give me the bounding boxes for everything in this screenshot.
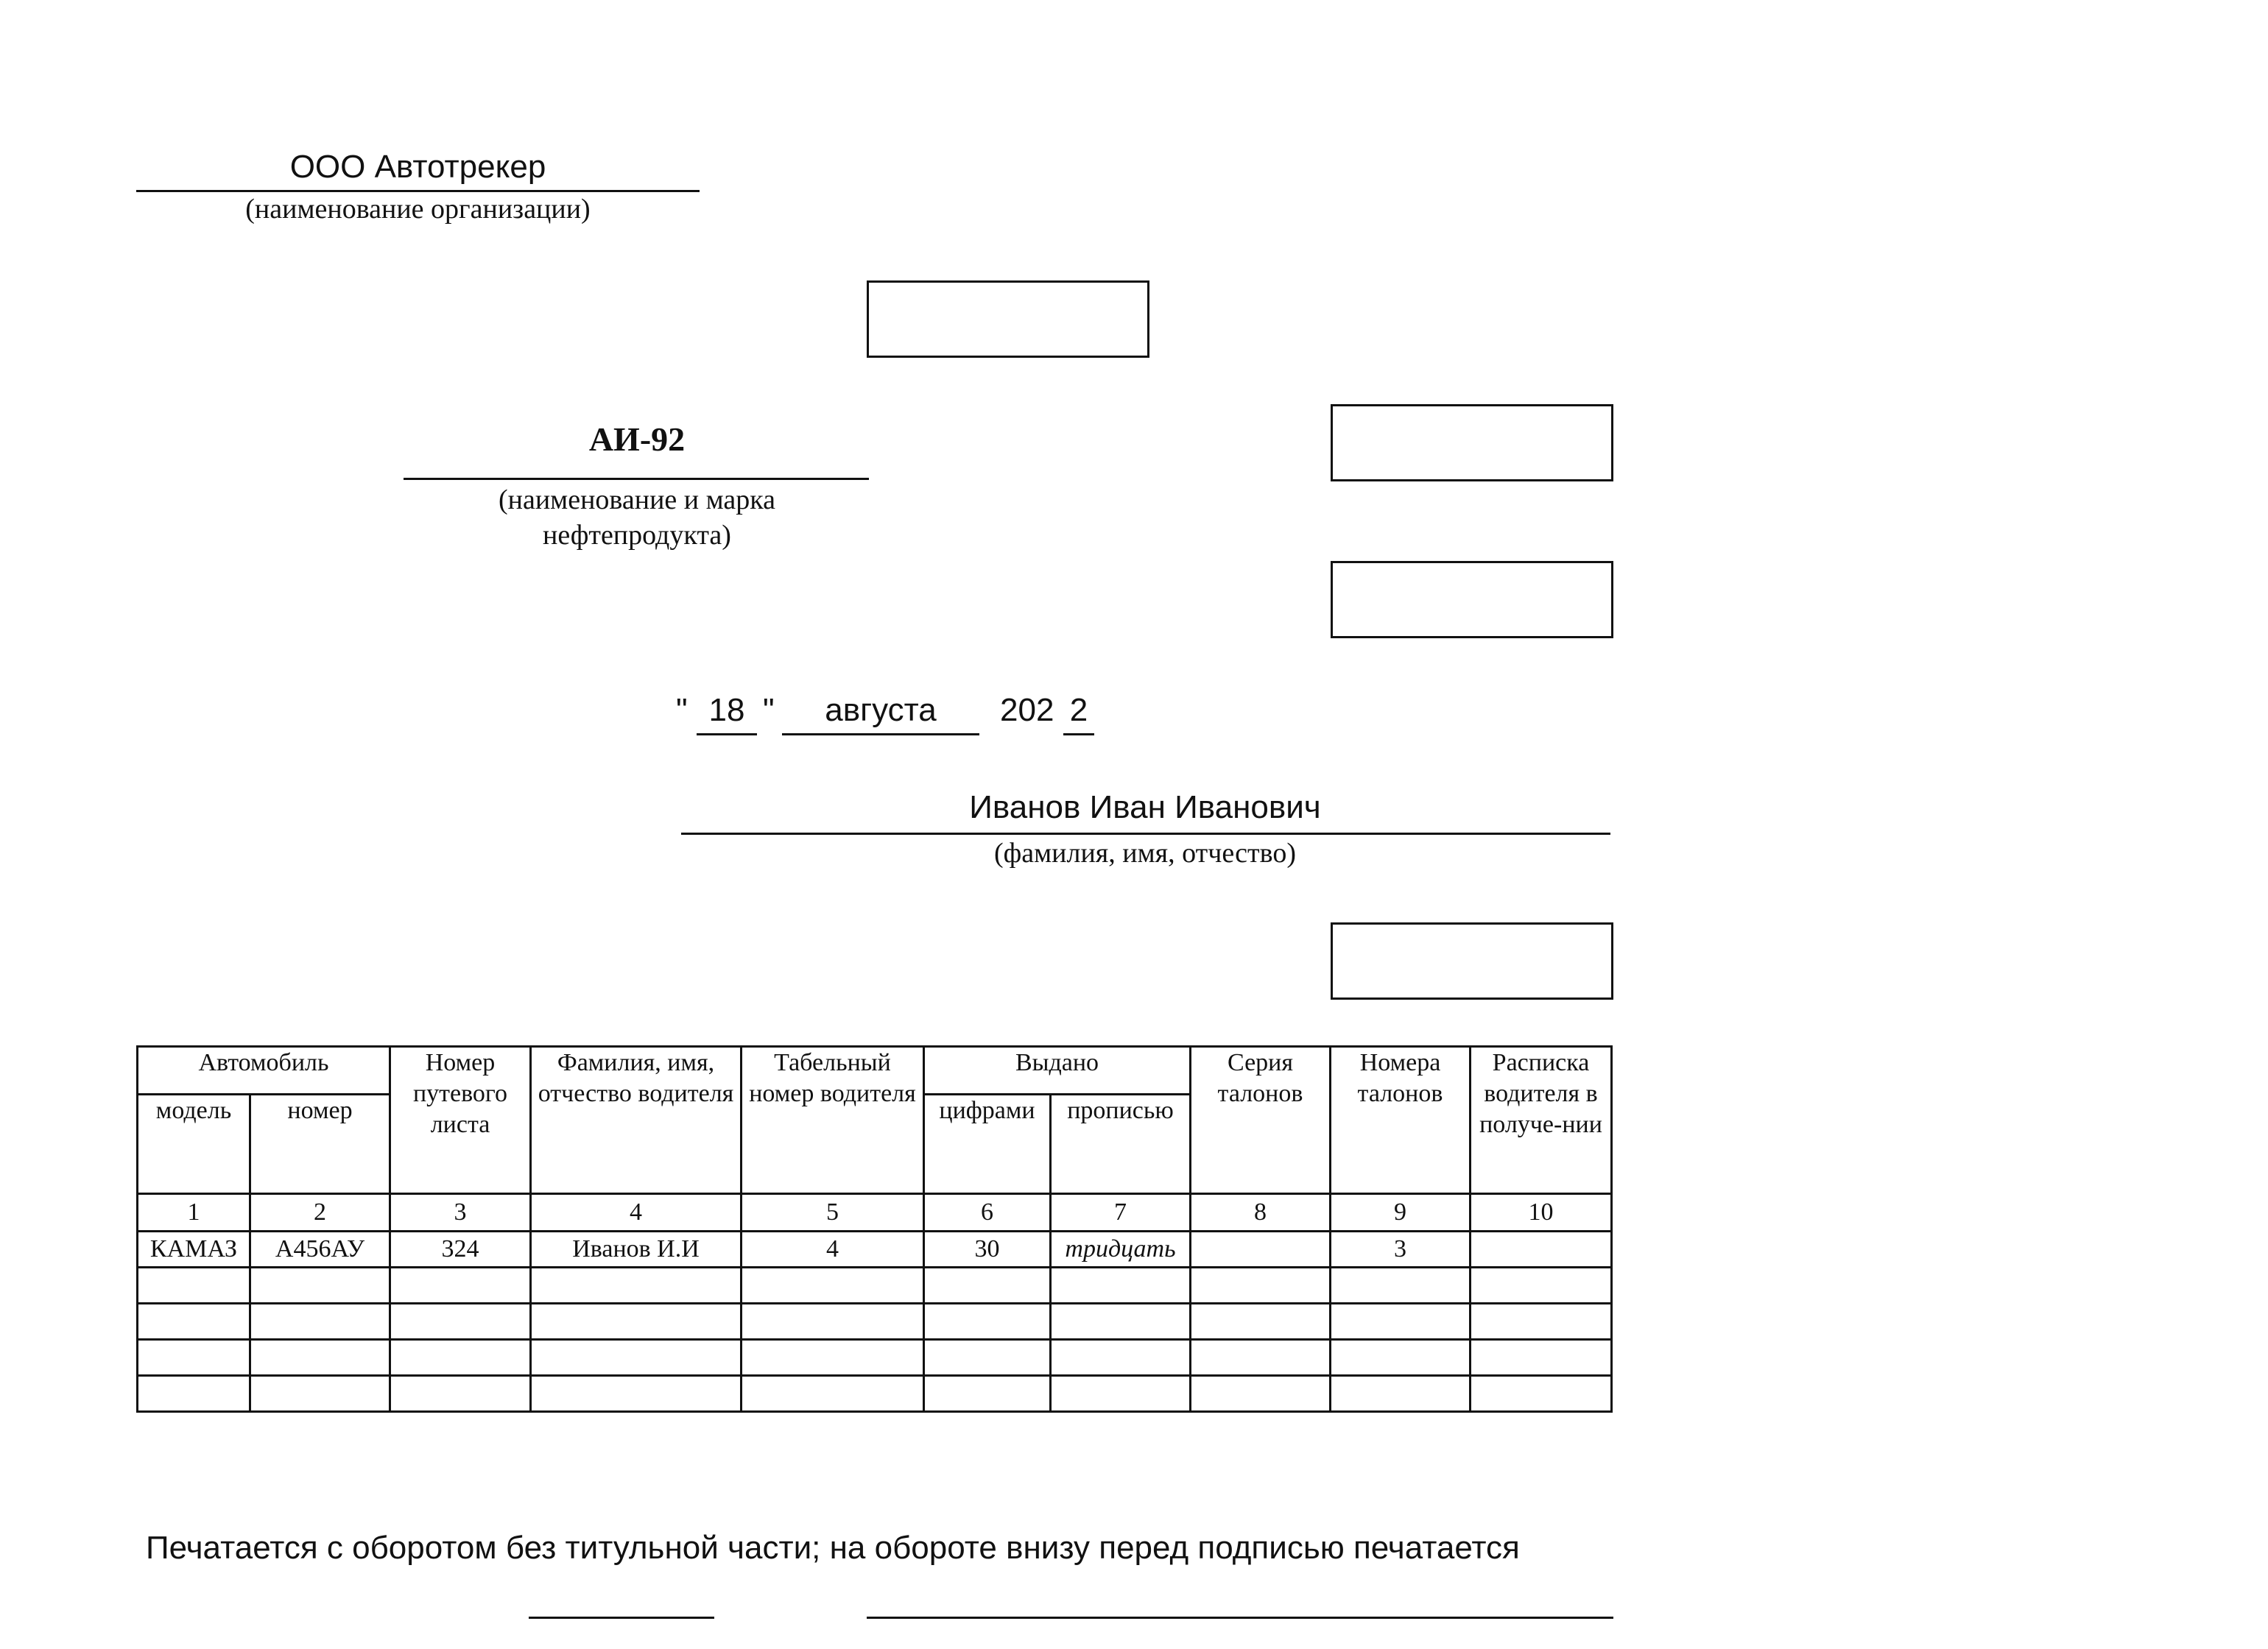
header-vehicle: Автомобиль <box>138 1047 390 1095</box>
cell-driver-name <box>531 1340 742 1376</box>
column-number: 4 <box>531 1194 742 1232</box>
column-number: 5 <box>742 1194 924 1232</box>
cell-in-words: тридцать <box>1051 1232 1191 1268</box>
organization-underline <box>136 190 700 192</box>
cell-coupon-series <box>1191 1304 1331 1340</box>
cell-coupon-numbers <box>1331 1376 1471 1412</box>
signature-line-short <box>529 1617 714 1619</box>
code-box-3 <box>1331 561 1613 638</box>
header-number: номер <box>250 1095 390 1194</box>
table-row <box>138 1232 1612 1268</box>
cell-in-words <box>1051 1376 1191 1412</box>
header-model: модель <box>138 1095 250 1194</box>
code-box-1 <box>867 280 1149 358</box>
cell-number <box>250 1304 390 1340</box>
column-number: 9 <box>1331 1194 1471 1232</box>
header-waybill: Номер путевого листа <box>390 1047 531 1194</box>
cell-in-digits <box>924 1304 1051 1340</box>
cell-in-digits: 30 <box>924 1232 1051 1268</box>
cell-waybill: 324 <box>390 1232 531 1268</box>
cell-driver-receipt <box>1471 1232 1612 1268</box>
header-coupon-numbers: Номера талонов <box>1331 1047 1471 1194</box>
cell-coupon-numbers: 3 <box>1331 1232 1471 1268</box>
date-month-underline <box>782 733 979 735</box>
column-numbers-row <box>138 1194 1612 1232</box>
cell-coupon-series <box>1191 1232 1331 1268</box>
header-in-digits: цифрами <box>924 1095 1051 1194</box>
cell-waybill <box>390 1340 531 1376</box>
cell-coupon-series <box>1191 1340 1331 1376</box>
product-caption-line1: (наименование и марка <box>498 484 776 515</box>
cell-driver-name: Иванов И.И <box>531 1232 742 1268</box>
cell-driver-name <box>531 1304 742 1340</box>
product-caption <box>405 482 869 553</box>
product-name: АИ-92 <box>588 420 686 458</box>
cell-model <box>138 1340 250 1376</box>
table-row <box>138 1340 1612 1376</box>
table-row <box>138 1304 1612 1340</box>
header-driver-receipt: Расписка водителя в получе-нии <box>1471 1047 1612 1194</box>
cell-in-digits <box>924 1268 1051 1304</box>
date-year-prefix: 202 <box>1000 692 1054 728</box>
cell-waybill <box>390 1376 531 1412</box>
cell-driver-receipt <box>1471 1340 1612 1376</box>
column-number: 7 <box>1051 1194 1191 1232</box>
product-underline <box>404 478 869 480</box>
column-number: 10 <box>1471 1194 1612 1232</box>
table-row <box>138 1376 1612 1412</box>
cell-personnel-number <box>742 1268 924 1304</box>
header-personnel-number: Табельный номер водителя <box>742 1047 924 1194</box>
cell-coupon-numbers <box>1331 1268 1471 1304</box>
table-row <box>138 1268 1612 1304</box>
header-issued: Выдано <box>924 1047 1191 1095</box>
cell-coupon-series <box>1191 1268 1331 1304</box>
code-box-2 <box>1331 404 1613 481</box>
cell-model <box>138 1268 250 1304</box>
cell-driver-receipt <box>1471 1268 1612 1304</box>
organization-name: ООО Автотрекер <box>289 149 546 185</box>
column-number: 8 <box>1191 1194 1331 1232</box>
cell-personnel-number <box>742 1376 924 1412</box>
cell-waybill <box>390 1304 531 1340</box>
column-number: 6 <box>924 1194 1051 1232</box>
driver-underline <box>681 833 1610 835</box>
cell-number <box>250 1376 390 1412</box>
cell-coupon-series <box>1191 1376 1331 1412</box>
cell-number <box>250 1340 390 1376</box>
date-year-underline <box>1063 733 1094 735</box>
header-coupon-series: Серия талонов <box>1191 1047 1331 1194</box>
cell-driver-name <box>531 1376 742 1412</box>
cell-model <box>138 1304 250 1340</box>
cell-in-digits <box>924 1340 1051 1376</box>
footer-note: Печатается с оборотом без титульной части; на обороте внизу перед подписью печатается <box>146 1530 1520 1566</box>
cell-model: КАМАЗ <box>138 1232 250 1268</box>
cell-number: А456АУ <box>250 1232 390 1268</box>
cell-coupon-numbers <box>1331 1304 1471 1340</box>
column-number: 3 <box>390 1194 531 1232</box>
cell-in-words <box>1051 1268 1191 1304</box>
product-caption-line2: нефтепродукта) <box>543 520 731 551</box>
column-number: 1 <box>138 1194 250 1232</box>
code-box-4 <box>1331 922 1613 1000</box>
cell-personnel-number <box>742 1304 924 1340</box>
date-close-quote: " <box>763 692 775 728</box>
cell-in-words <box>1051 1304 1191 1340</box>
cell-driver-receipt <box>1471 1304 1612 1340</box>
driver-caption: (фамилия, имя, отчество) <box>993 838 1296 869</box>
cell-in-digits <box>924 1376 1051 1412</box>
cell-personnel-number: 4 <box>742 1232 924 1268</box>
driver-full-name: Иванов Иван Иванович <box>969 789 1321 825</box>
cell-coupon-numbers <box>1331 1340 1471 1376</box>
cell-driver-name <box>531 1268 742 1304</box>
cell-in-words <box>1051 1340 1191 1376</box>
organization-caption: (наименование организации) <box>245 194 591 225</box>
date-month: августа <box>825 692 937 728</box>
cell-waybill <box>390 1268 531 1304</box>
column-number: 2 <box>250 1194 390 1232</box>
fuel-issue-table <box>136 1045 1613 1413</box>
signature-line-long <box>867 1617 1613 1619</box>
cell-driver-receipt <box>1471 1376 1612 1412</box>
date-year-suffix: 2 <box>1069 692 1088 728</box>
date-open-quote: " <box>676 692 688 728</box>
date-day-underline <box>697 733 757 735</box>
date-day: 18 <box>708 692 745 728</box>
cell-number <box>250 1268 390 1304</box>
header-in-words: прописью <box>1051 1095 1191 1194</box>
cell-personnel-number <box>742 1340 924 1376</box>
header-driver-name: Фамилия, имя, отчество водителя <box>531 1047 742 1194</box>
cell-model <box>138 1376 250 1412</box>
